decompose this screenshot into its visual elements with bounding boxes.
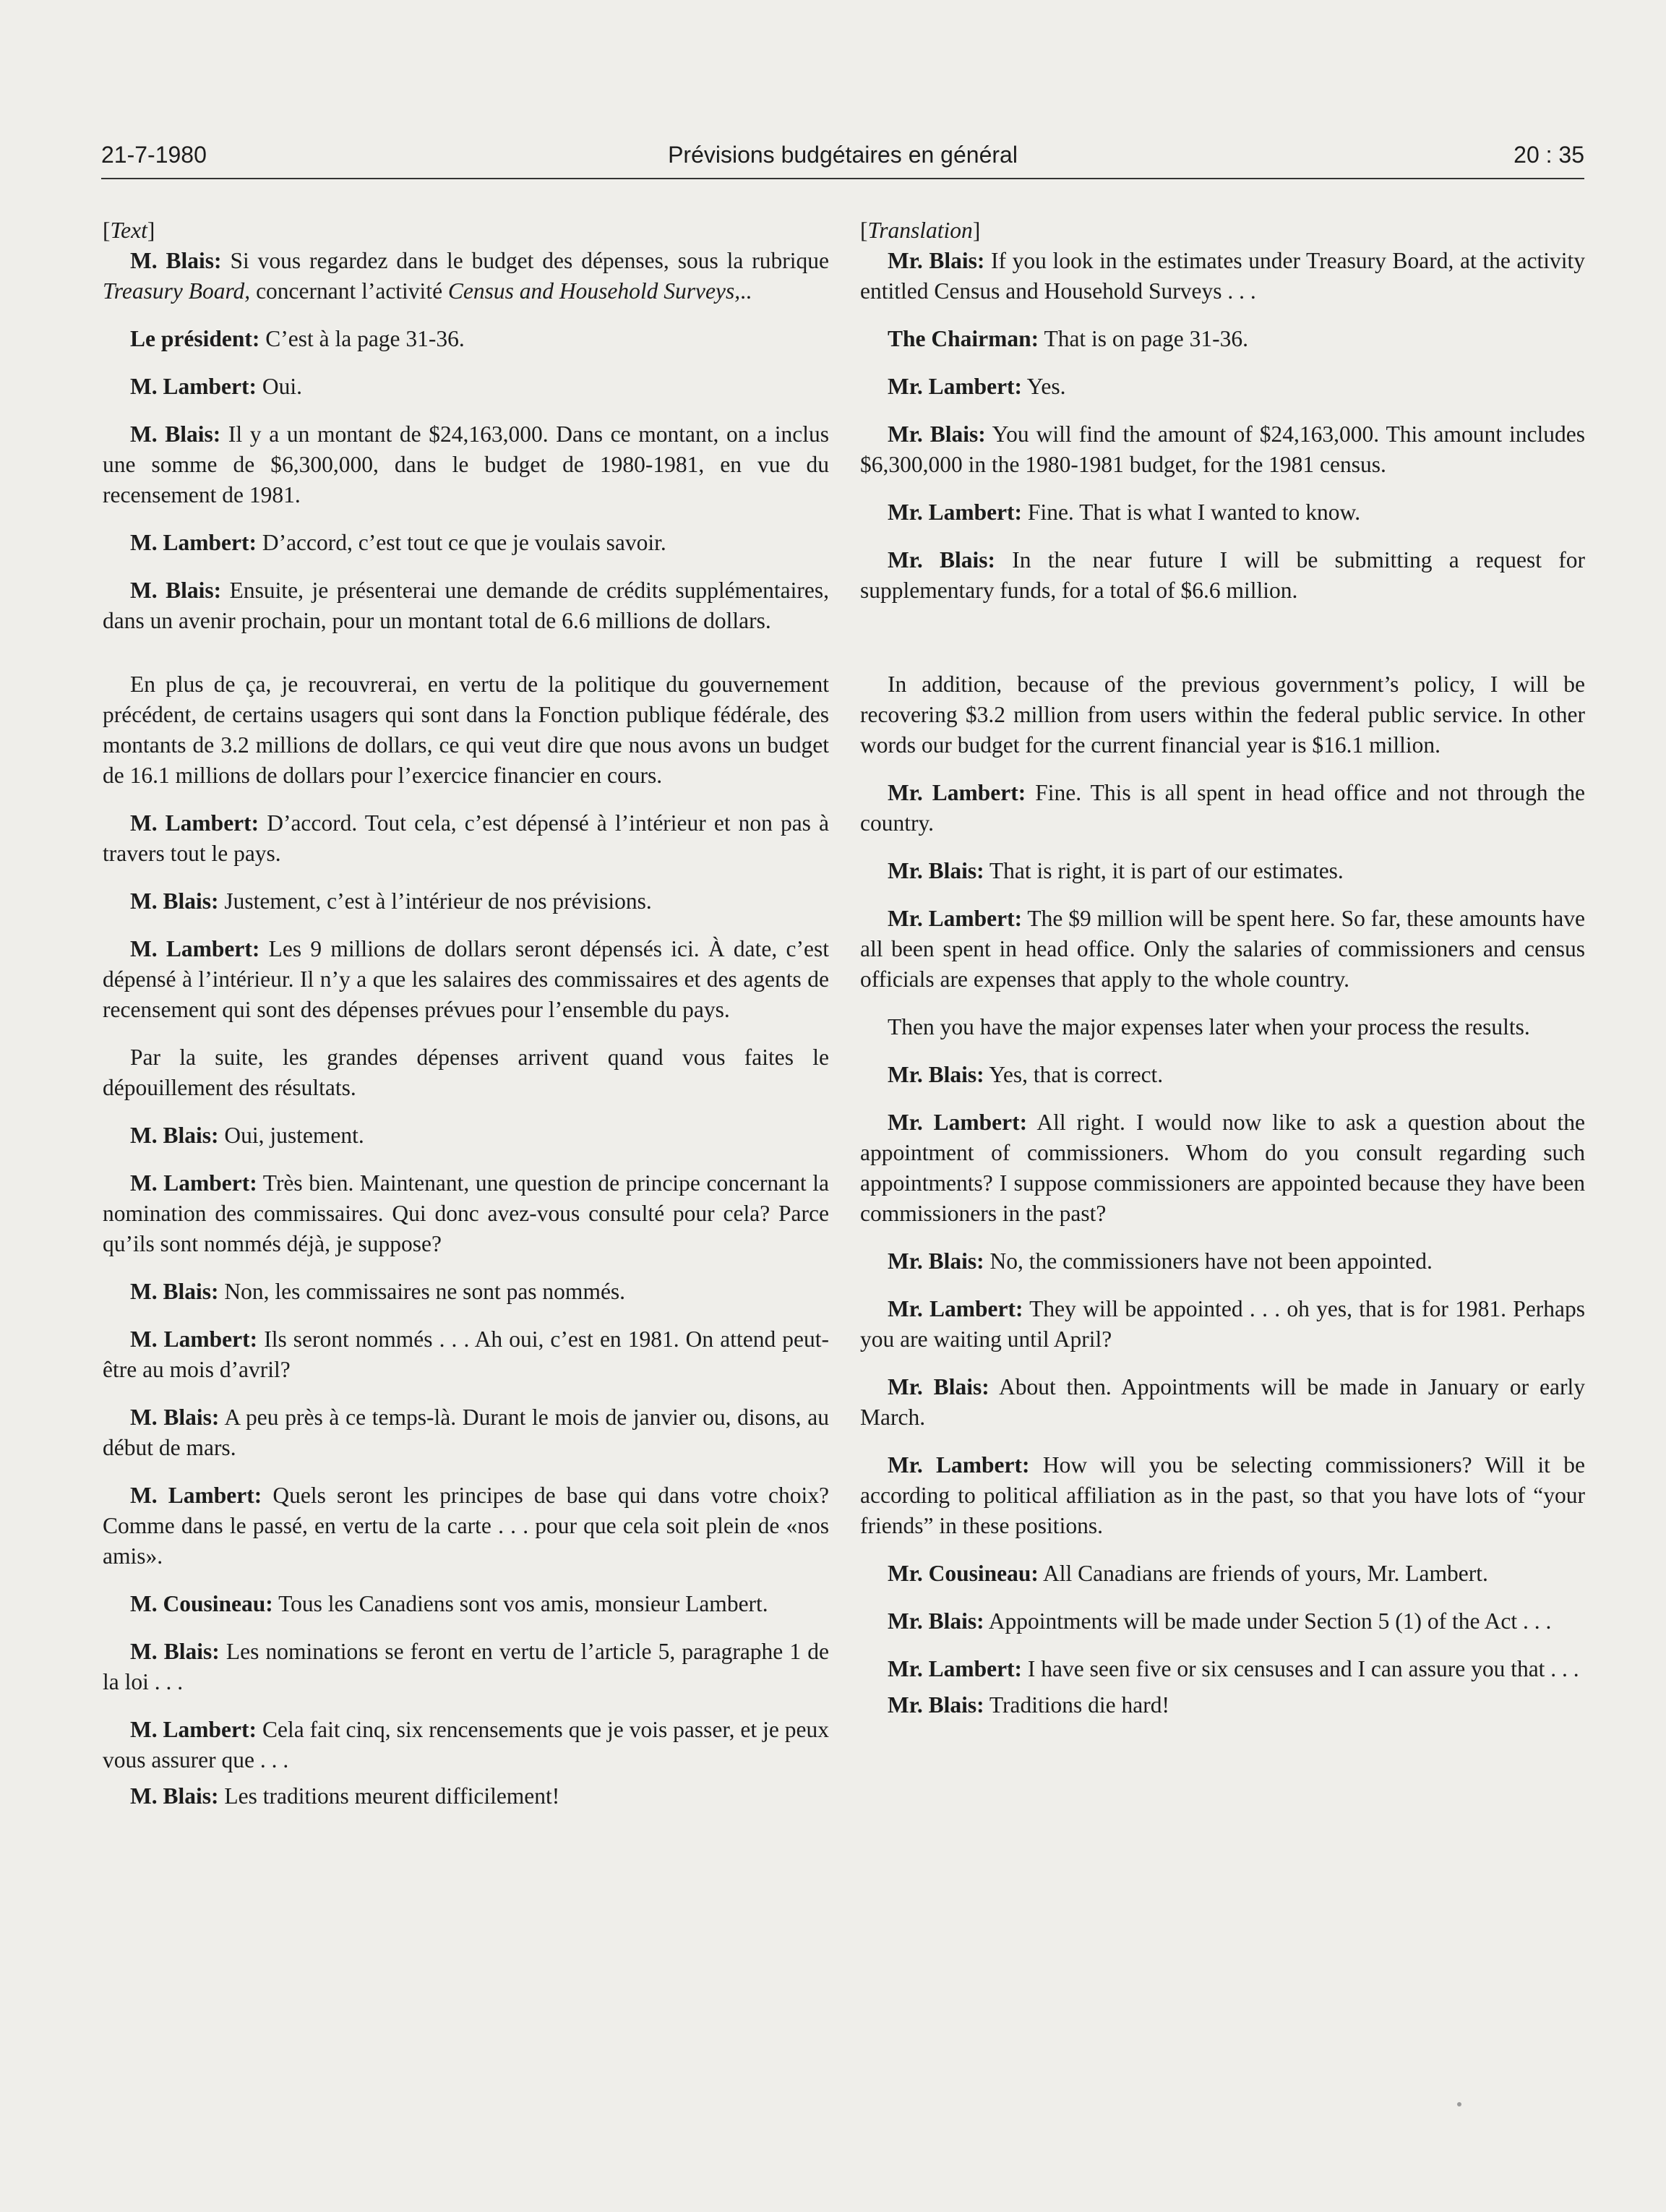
paragraph: In addition, because of the previous government’s policy, I will be recovering $3.2 million from users within the federal public service. In other words our budget for the current financial year is $16.1 million. [860, 672, 1585, 758]
speech: Mr. Lambert: Yes. [888, 374, 1066, 399]
speech: Mr. Lambert: Fine. That is what I wanted to know. [888, 500, 1361, 525]
scan-speck [1457, 2102, 1461, 2106]
speech: Mr. Blais: About then. Appointments will be made in January or early March. [860, 1374, 1585, 1430]
speech: Mr. Lambert: The $9 million will be spent here. So far, these amounts have all been spent in head office. Only the salaries of commissioners and census officials are expenses that apply to the whole country. [860, 906, 1585, 992]
page-header [101, 142, 1584, 179]
paragraph: Par la suite, les grandes dépenses arrivent quand vous faites le dépouillement des résultats. [103, 1045, 829, 1100]
speech: M. Lambert: Les 9 millions de dollars seront dépensés ici. À date, c’est dépensé à l’intérieur. Il n’y a que les salaires des commissaires et des agents de recensement qui sont des dépenses prévues pour l’ensemble du pays. [103, 936, 829, 1022]
speech: M. Cousineau: Tous les Canadiens sont vos amis, monsieur Lambert. [130, 1591, 768, 1616]
english-column [860, 215, 1585, 1720]
speech: Mr. Blais: If you look in the estimates under Treasury Board, at the activity entitled Census and Household Surveys . . . [860, 248, 1585, 304]
header-title: Prévisions budgétaires en général [668, 142, 1018, 168]
speech: M. Lambert: D’accord. Tout cela, c’est dépensé à l’intérieur et non pas à travers tout le pays. [103, 810, 829, 866]
speech: Mr. Blais: Yes, that is correct. [888, 1062, 1164, 1087]
speech: M. Lambert: Oui. [130, 374, 302, 399]
speech: M. Blais: Il y a un montant de $24,163,000. Dans ce montant, on a inclus une somme de $6,300,000, dans le budget de 1980-1981, en vue du recensement de 1981. [103, 421, 829, 507]
header-date: 21-7-1980 [101, 142, 207, 168]
section-tag: [Text] [103, 218, 155, 243]
speech: The Chairman: That is on page 31-36. [888, 326, 1249, 351]
speech: M. Blais: Oui, justement. [130, 1123, 364, 1148]
speech: M. Lambert: D’accord, c’est tout ce que je voulais savoir. [130, 530, 666, 555]
french-column [103, 215, 829, 1812]
speech: Mr. Lambert: How will you be selecting commissioners? Will it be according to political affiliation as in the past, so that you have lots of “your friends” in these positions. [860, 1452, 1585, 1538]
speech: Mr. Cousineau: All Canadians are friends of yours, Mr. Lambert. [888, 1561, 1488, 1586]
speech: M. Lambert: Cela fait cinq, six rencensements que je vois passer, et je peux vous assurer que . . . [103, 1717, 829, 1772]
speech: M. Blais: Justement, c’est à l’intérieur de nos prévisions. [130, 888, 652, 914]
paragraph: En plus de ça, je recouvrerai, en vertu de la politique du gouvernement précédent, de certains usagers qui sont dans la Fonction publique fédérale, des montants de 3.2 millions de dollars, ce qui veut dire que nous avons un budget de 16.1 millions de dollars pour l’exercice financier en cours. [103, 672, 829, 788]
speech: Mr. Lambert: All right. I would now like to ask a question about the appointment of commissioners. Whom do you consult regarding such appointments? I suppose commissioners are appointed because they have been commissioners in the past? [860, 1110, 1585, 1226]
speech: M. Blais: Ensuite, je présenterai une demande de crédits supplémentaires, dans un avenir prochain, pour un montant total de 6.6 millions de dollars. [103, 578, 829, 633]
speech: M. Blais: Les traditions meurent difficilement! [130, 1783, 560, 1809]
speech: M. Lambert: Très bien. Maintenant, une question de principe concernant la nomination des commissaires. Qui donc avez-vous consulté pour cela? Parce qu’ils sont nommés déjà, je suppose? [103, 1170, 829, 1256]
speech: Mr. Lambert: Fine. This is all spent in head office and not through the country. [860, 780, 1585, 836]
speech: M. Blais: Non, les commissaires ne sont pas nommés. [130, 1279, 626, 1304]
speech: Mr. Blais: Traditions die hard! [888, 1692, 1169, 1718]
speech: Mr. Blais: Appointments will be made under Section 5 (1) of the Act . . . [888, 1608, 1552, 1634]
speech: M. Blais: A peu près à ce temps-là. Durant le mois de janvier ou, disons, au début de mars. [103, 1405, 830, 1460]
speech: Le président: C’est à la page 31-36. [130, 326, 465, 351]
speech: M. Lambert: Quels seront les principes de base qui dans votre choix? Comme dans le passé, en vertu de la carte . . . pour que cela soit plein de «nos amis». [103, 1483, 829, 1569]
speech: M. Lambert: Ils seront nommés . . . Ah oui, c’est en 1981. On attend peut-être au mois d’avril? [103, 1326, 829, 1382]
paragraph: Then you have the major expenses later when your process the results. [888, 1014, 1530, 1039]
speech: Mr. Blais: No, the commissioners have not been appointed. [888, 1248, 1433, 1274]
section-tag: [Translation] [860, 218, 981, 243]
speech: Mr. Blais: In the near future I will be submitting a request for supplementary funds, for a total of $6.6 million. [860, 547, 1585, 603]
speech: Mr. Lambert: They will be appointed . . . oh yes, that is for 1981. Perhaps you are waiting until April? [860, 1296, 1585, 1352]
speech: Mr. Blais: That is right, it is part of our estimates. [888, 858, 1344, 883]
speech: M. Blais: Si vous regardez dans le budget des dépenses, sous la rubrique Treasury Board, concernant l’activité Census and Household Surveys,.. [103, 248, 829, 304]
speech: M. Blais: Les nominations se feront en vertu de l’article 5, paragraphe 1 de la loi . . . [103, 1639, 829, 1694]
header-page-number: 20 : 35 [1513, 142, 1584, 168]
speech: Mr. Lambert: I have seen five or six censuses and I can assure you that . . . [888, 1656, 1579, 1681]
speech: Mr. Blais: You will find the amount of $24,163,000. This amount includes $6,300,000 in the 1980-1981 budget, for the 1981 census. [860, 421, 1585, 477]
